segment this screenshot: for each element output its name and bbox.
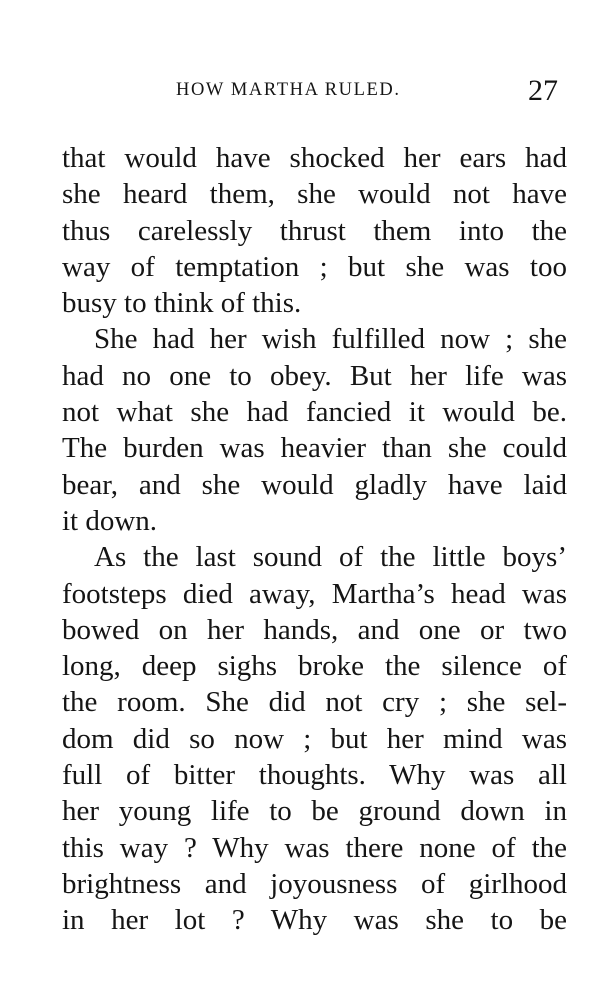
text-line: the room. She did not cry ; she sel-: [62, 686, 567, 719]
paragraph-first-line: She had her wish fulfilled now ; she: [94, 323, 567, 356]
text-line: this way ? Why was there none of the: [62, 831, 567, 864]
text-line: long, deep sighs broke the silence of: [62, 650, 567, 683]
text-line: full of bitter thoughts. Why was all: [62, 759, 567, 792]
text-line: that would have shocked her ears had: [62, 142, 567, 174]
text-line: thus carelessly thrust them into the: [62, 214, 567, 247]
text-line: her young life to be ground down in: [62, 795, 567, 828]
text-line: The burden was heavier than she could: [62, 432, 567, 465]
page-number: 27: [528, 74, 558, 107]
text-line: had no one to obey. But her life was: [62, 359, 567, 392]
running-title: HOW MARTHA RULED.: [176, 80, 401, 100]
paragraph-first-line: As the last sound of the little boys’: [94, 541, 567, 574]
text-line: bowed on her hands, and one or two: [62, 613, 567, 646]
text-line: bear, and she would gladly have laid: [62, 468, 567, 501]
text-line: dom did so now ; but her mind was: [62, 722, 567, 755]
running-head: [0, 74, 609, 108]
text-line: way of temptation ; but she was too: [62, 250, 567, 283]
text-line: in her lot ? Why was she to be: [62, 904, 567, 937]
text-line: brightness and joyousness of girlhood: [62, 867, 567, 900]
text-line: she heard them, she would not have: [62, 178, 567, 211]
body-text: [62, 140, 567, 939]
text-line: it down.: [62, 504, 158, 537]
text-line: not what she had fancied it would be.: [62, 396, 567, 429]
text-line: busy to think of this.: [62, 287, 302, 320]
text-line: footsteps died away, Martha’s head was: [62, 577, 567, 610]
